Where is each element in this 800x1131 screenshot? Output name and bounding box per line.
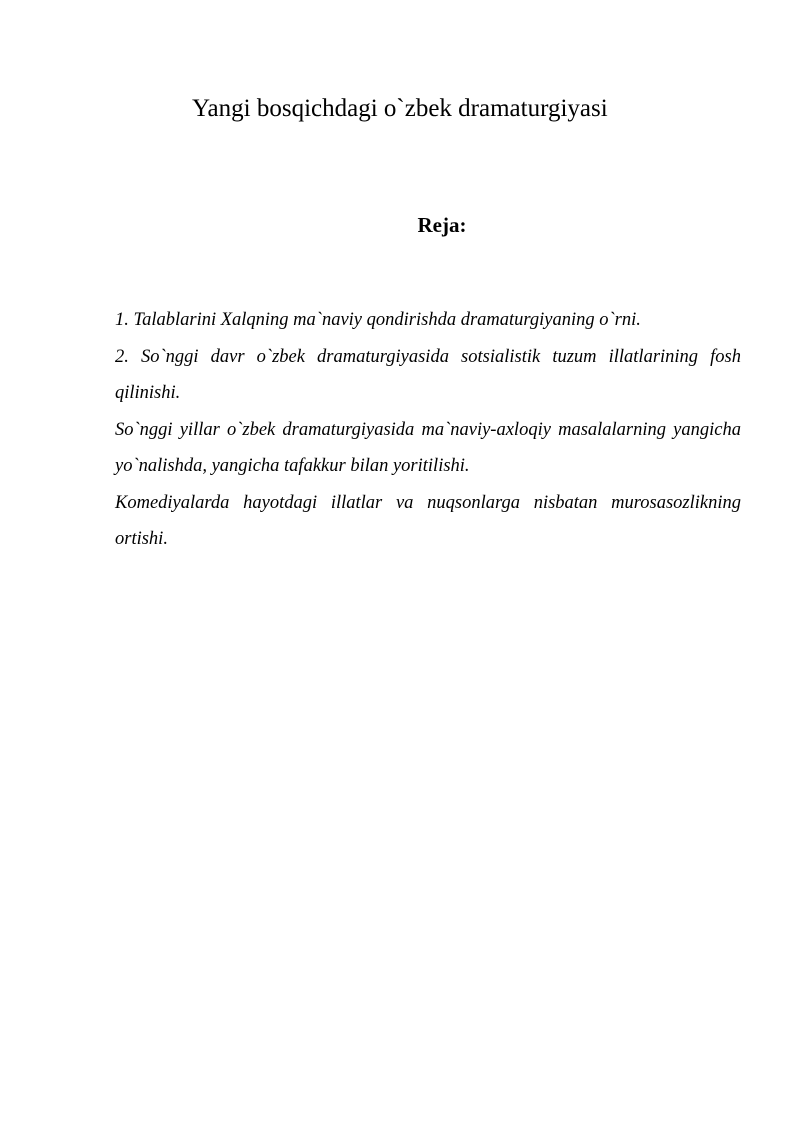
- plan-heading: Reja:: [417, 213, 467, 237]
- title-block: [192, 90, 752, 128]
- plan-item: 1. Talablarini Xalqning ma`naviy qondirishda dramaturgiyaning o`rni.: [115, 310, 641, 330]
- plan-item: So`nggi yillar o`zbek dramaturgiyasida ma`naviy-axloqiy masalalarning yangicha yo`nalishda, yangicha tafakkur bilan yoritilishi.: [115, 419, 741, 476]
- plan-item: 2. So`nggi davr o`zbek dramaturgiyasida sotsialistik tuzum illatlarining fosh qilinishi.: [115, 346, 741, 403]
- plan-list: [115, 302, 741, 558]
- plan-item: Komediyalarda hayotdagi illatlar va nuqsonlarga nisbatan murosasozlikning ortishi.: [115, 492, 741, 549]
- document-title: Yangi bosqichdagi o`zbek dramaturgiyasi: [192, 95, 608, 122]
